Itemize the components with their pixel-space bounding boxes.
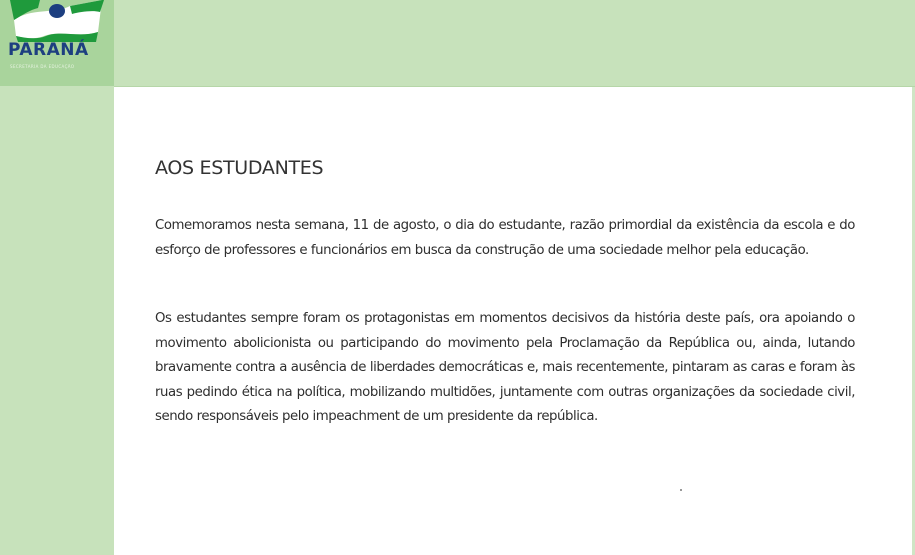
paragraph-2: Os estudantes sempre foram os protagonistas em momentos decisivos da história deste país, ora apoiando o movimento abolicionista ou participando do movimento pela Proclamação da República ou, ainda, lutando bravamente contra a ausência de liberdades democráticas e, mais recentemente, pintaram as caras e foram às ruas pedindo ética na política, mobilizando multidões, juntamente com outras organizações da sociedade civil, sendo responsáveis pelo impeachment de um presidente da república. — [155, 311, 855, 424]
paragraph-1: Comemoramos nesta semana, 11 de agosto, o dia do estudante, razão primordial da existência da escola e do esforço de professores e funcionários em busca da construção de uma sociedade melhor pela educação. — [155, 218, 855, 258]
logo-name: PARANÁ — [8, 40, 89, 60]
logo-subtitle: SECRETARIA DA EDUCAÇÃO — [10, 64, 75, 69]
parana-logo — [0, 0, 114, 86]
header-band — [0, 0, 915, 87]
parana-flag-icon — [0, 0, 114, 44]
stray-mark — [680, 489, 682, 491]
document-title: AOS ESTUDANTES — [155, 157, 324, 179]
